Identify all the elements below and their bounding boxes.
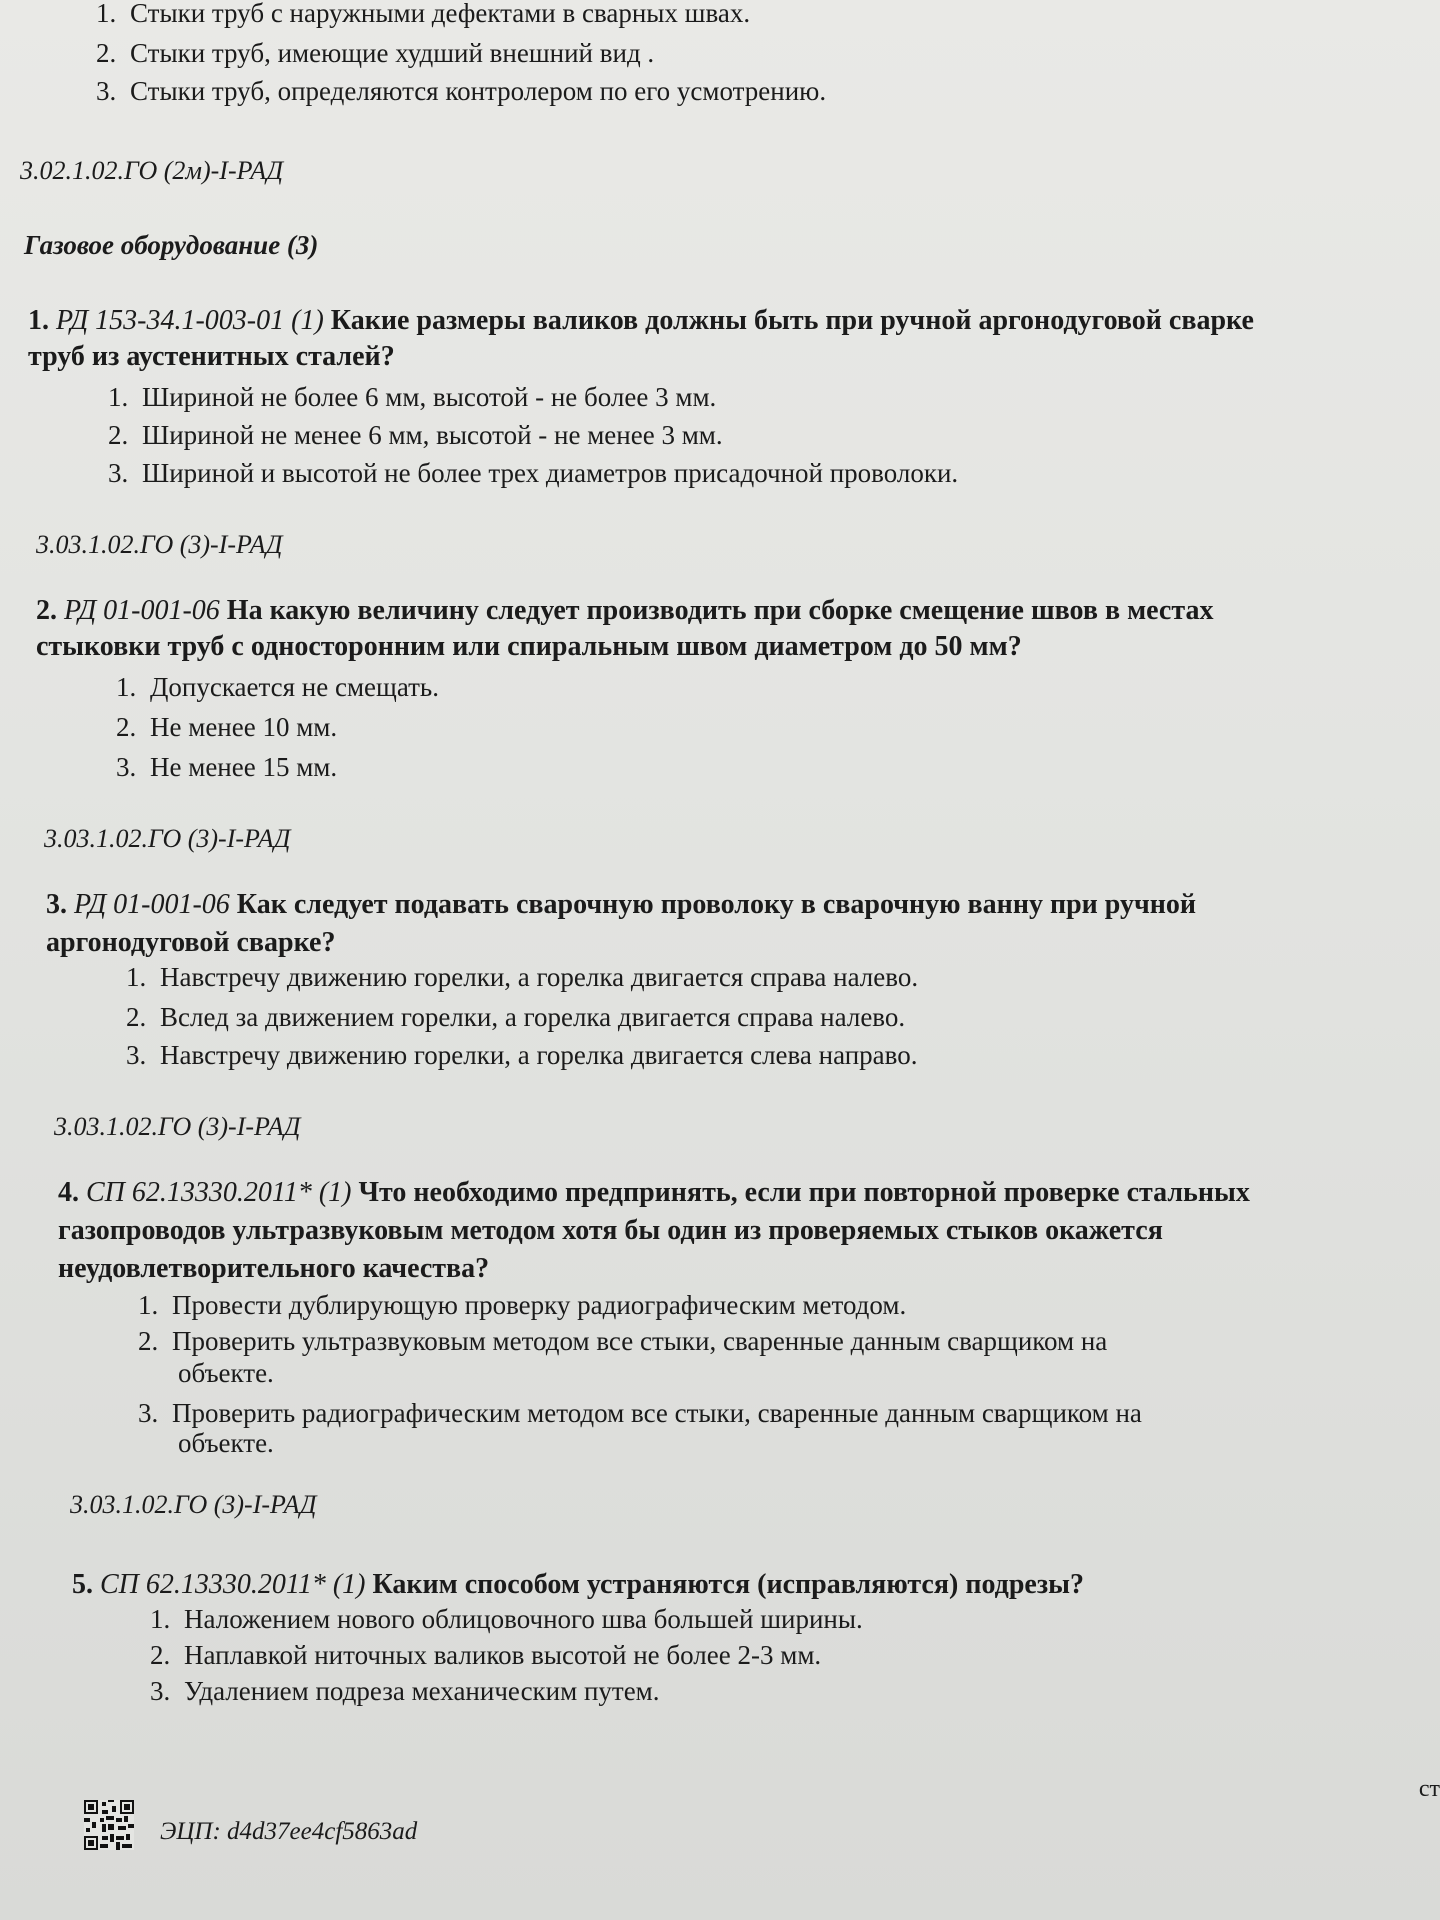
list-item: 1. Стыки труб с наружными дефектами в сварных швах. — [96, 0, 751, 28]
question-2: 2. РД 01-001-06 На какую величину следует производить при сборке смещение швов в местах — [36, 595, 1214, 626]
list-item: 2. Не менее 10 мм. — [116, 712, 338, 742]
list-item: 3. Стыки труб, определяются контролером по его усмотрению. — [96, 76, 827, 106]
list-item: 1. Наложением нового облицовочного шва большей ширины. — [150, 1604, 863, 1634]
list-item: 2. Стыки труб, имеющие худший внешний вид . — [96, 38, 655, 68]
list-item: 1. Шириной не более 6 мм, высотой - не более 3 мм. — [108, 382, 717, 412]
question-3-cont: аргонодуговой сварке? — [46, 927, 336, 958]
question-1: 1. РД 153-34.1-003-01 (1) Какие размеры валиков должны быть при ручной аргонодуговой сварке — [28, 305, 1254, 336]
question-5: 5. СП 62.13330.2011* (1) Каким способом устраняются (исправляются) подрезы? — [72, 1569, 1084, 1600]
question-code: 3.03.1.02.ГО (3)-I-РАД — [70, 1490, 317, 1519]
question-4-cont: неудовлетворительного качества? — [58, 1253, 490, 1284]
question-1-cont: труб из аустенитных сталей? — [28, 341, 395, 372]
list-item: 3. Шириной и высотой не более трех диаметров присадочной проволоки. — [108, 458, 959, 488]
question-3: 3. РД 01-001-06 Как следует подавать сварочную проволоку в сварочную ванну при ручной — [46, 889, 1197, 920]
question-code: 3.03.1.02.ГО (3)-I-РАД — [44, 824, 291, 853]
edge-fragment: ст — [1418, 1776, 1440, 1802]
list-item: 2. Вслед за движением горелки, а горелка двигается справа налево. — [126, 1002, 906, 1032]
section-title: Газовое оборудование (3) — [24, 230, 319, 260]
list-item: 3. Проверить радиографическим методом все стыки, сваренные данным сварщиком на — [138, 1398, 1142, 1428]
question-4: 4. СП 62.13330.2011* (1) Что необходимо предпринять, если при повторной проверке стальных — [58, 1177, 1250, 1208]
qr-code-icon — [84, 1800, 134, 1850]
list-item: 1. Навстречу движению горелки, а горелка двигается справа налево. — [126, 962, 919, 992]
list-item: 2. Шириной не менее 6 мм, высотой - не менее 3 мм. — [108, 420, 723, 450]
list-item: 1. Провести дублирующую проверку радиографическим методом. — [138, 1290, 907, 1320]
list-item: 3. Не менее 15 мм. — [116, 752, 338, 782]
question-code: 3.02.1.02.ГО (2м)-I-РАД — [20, 156, 283, 185]
list-item-cont: объекте. — [178, 1358, 274, 1388]
question-2-cont: стыковки труб с односторонним или спиральным швом диаметром до 50 мм? — [36, 631, 1022, 662]
list-item-cont: объекте. — [178, 1428, 274, 1458]
list-item: 1. Допускается не смещать. — [116, 672, 439, 702]
list-item: 3. Удалением подреза механическим путем. — [150, 1676, 660, 1706]
question-code: 3.03.1.02.ГО (3)-I-РАД — [54, 1112, 301, 1141]
ecp-signature: ЭЦП: d4d37ee4cf5863ad — [160, 1818, 418, 1845]
list-item: 3. Навстречу движению горелки, а горелка двигается слева направо. — [126, 1040, 918, 1070]
question-4-cont: газопроводов ультразвуковым методом хотя бы один из проверяемых стыков окажется — [58, 1215, 1163, 1246]
question-code: 3.03.1.02.ГО (3)-I-РАД — [36, 530, 283, 559]
list-item: 2. Наплавкой ниточных валиков высотой не более 2-3 мм. — [150, 1640, 822, 1670]
list-item: 2. Проверить ультразвуковым методом все стыки, сваренные данным сварщиком на — [138, 1326, 1108, 1356]
